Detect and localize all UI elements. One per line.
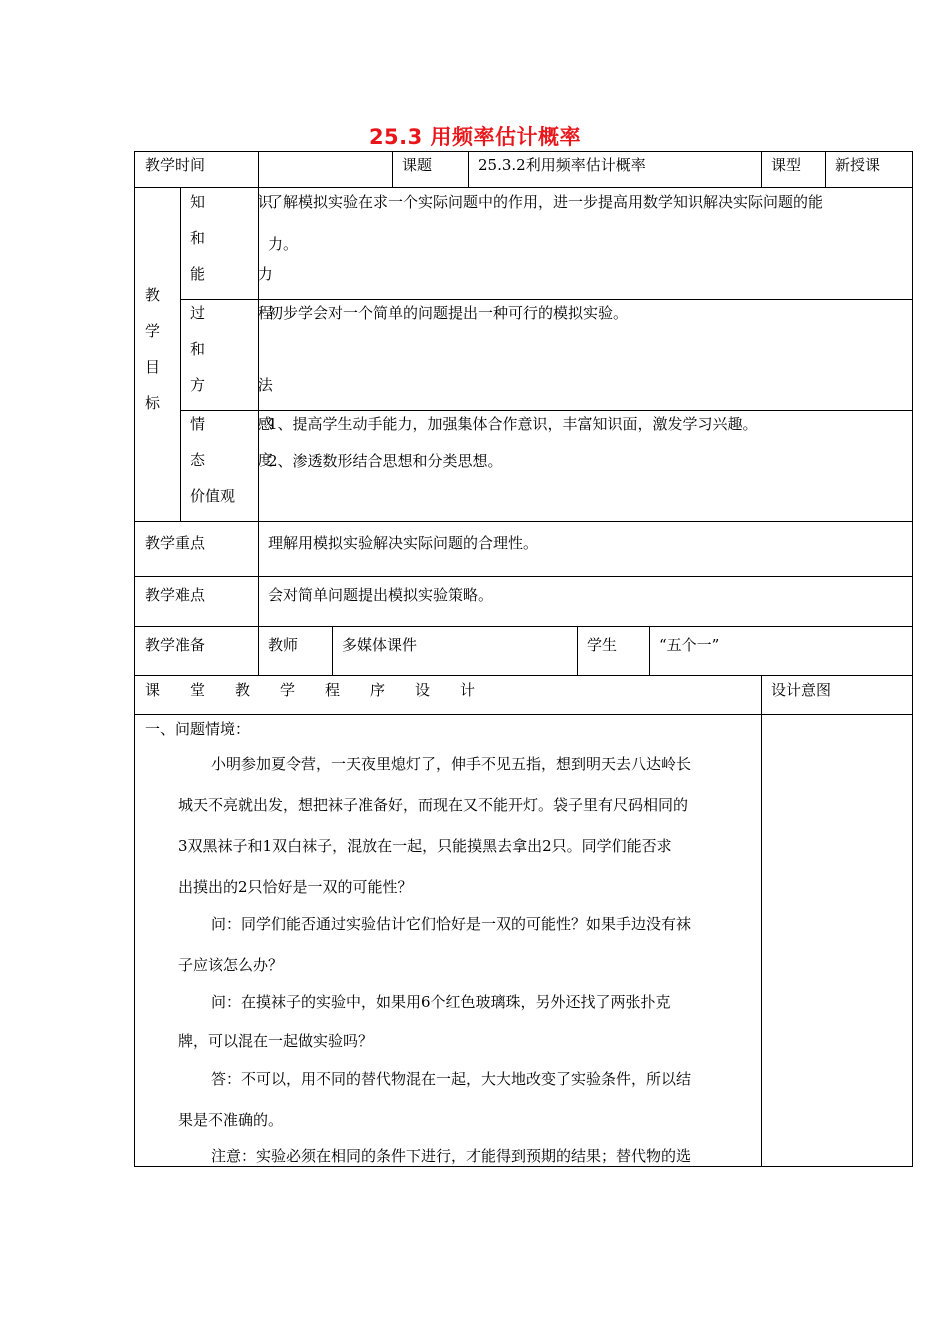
emotion-label: 情 感 (190, 415, 297, 433)
table-line (134, 521, 913, 522)
procedure-line: 3双黑袜子和1双白袜子，混放在一起，只能摸黑去拿出2只。同学们能否求 (178, 837, 672, 855)
procedure-line: 子应该怎么办？ (178, 956, 284, 974)
table-line (649, 626, 650, 676)
difficulty-text: 会对简单问题提出模拟实验策略。 (268, 586, 494, 604)
procedure-line: 问：在摸袜子的实验中，如果用6个红色玻璃珠，另外还找了两张扑克 (211, 993, 671, 1011)
time-label: 教学时间 (145, 156, 206, 174)
difficulty-label: 教学难点 (145, 586, 206, 604)
procedure-line: 注意：实验必须在相同的条件下进行，才能得到预期的结果；替代物的选 (211, 1147, 692, 1165)
table-line (468, 151, 469, 188)
table-line (180, 410, 913, 411)
teacher-label: 教师 (268, 636, 299, 654)
knowledge-label: 能 力 (190, 265, 297, 283)
process-text: 初步学会对一个简单的问题提出一种可行的模拟实验。 (268, 304, 629, 322)
table-line (761, 675, 762, 1167)
key-point-label: 教学重点 (145, 534, 206, 552)
procedure-line: 城天不亮就出发，想把袜子准备好，而现在又不能开灯。袋子里有尺码相同的 (178, 796, 689, 814)
table-line (180, 299, 913, 300)
table-line (912, 151, 913, 1167)
topic-label: 课题 (402, 156, 433, 174)
emotion-text: 1、提高学生动手能力，加强集体合作意识，丰富知识面，激发学习兴趣。 (268, 415, 758, 433)
table-line (134, 714, 913, 715)
knowledge-text: 了解模拟实验在求一个实际问题中的作用，进一步提高用数学知识解决实际问题的能 (268, 193, 824, 211)
teacher-value: 多媒体课件 (342, 636, 418, 654)
table-line (332, 626, 333, 676)
procedure-line: 问：同学们能否通过实验估计它们恰好是一双的可能性？如果手边没有袜 (211, 915, 692, 933)
table-line (134, 151, 135, 1167)
table-line (825, 151, 826, 188)
procedure-line: 小明参加夏令营，一天夜里熄灯了，伸手不见五指，想到明天去八达岭长 (211, 755, 692, 773)
procedure-line: 牌，可以混在一起做实验吗？ (178, 1032, 374, 1050)
process-label: 和 (190, 340, 206, 358)
goals-label-char: 教 (145, 286, 161, 304)
type-value: 新授课 (835, 156, 881, 174)
knowledge-label: 和 (190, 229, 206, 247)
knowledge-label: 知 识 (190, 193, 297, 211)
table-line (180, 187, 181, 522)
procedure-line: 一、问题情境： (145, 720, 251, 738)
student-value: “五个一” (659, 636, 720, 654)
student-label: 学生 (587, 636, 618, 654)
key-point-text: 理解用模拟实验解决实际问题的合理性。 (268, 534, 539, 552)
knowledge-text: 力。 (268, 235, 299, 253)
process-label: 方 法 (190, 376, 297, 394)
table-line (134, 151, 913, 152)
page-title: 25.3 用频率估计概率 (368, 125, 582, 149)
procedure-line: 出摸出的2只恰好是一双的可能性？ (178, 878, 413, 896)
table-line (134, 626, 913, 627)
procedure-header: 课堂教学程序设计 (145, 681, 506, 699)
intent-header: 设计意图 (771, 681, 832, 699)
table-line (577, 626, 578, 676)
goals-label-char: 学 (145, 322, 161, 340)
procedure-line: 果是不准确的。 (178, 1111, 284, 1129)
topic-value: 25.3.2利用频率估计概率 (478, 156, 646, 174)
goals-label-char: 目 (145, 358, 161, 376)
emotion-text: 2、渗透数形结合思想和分类思想。 (268, 452, 503, 470)
preparation-label: 教学准备 (145, 636, 206, 654)
emotion-label: 价值观 (190, 487, 236, 505)
table-line (392, 151, 393, 188)
table-line (134, 576, 913, 577)
process-label: 过 程 (190, 304, 297, 322)
emotion-label: 态 度 (190, 451, 297, 469)
table-line (134, 675, 913, 676)
goals-label-char: 标 (145, 394, 161, 412)
table-line (761, 151, 762, 188)
table-line (134, 1166, 913, 1167)
table-line (134, 187, 913, 188)
procedure-line: 答：不可以，用不同的替代物混在一起，大大地改变了实验条件，所以结 (211, 1070, 692, 1088)
type-label: 课型 (771, 156, 802, 174)
